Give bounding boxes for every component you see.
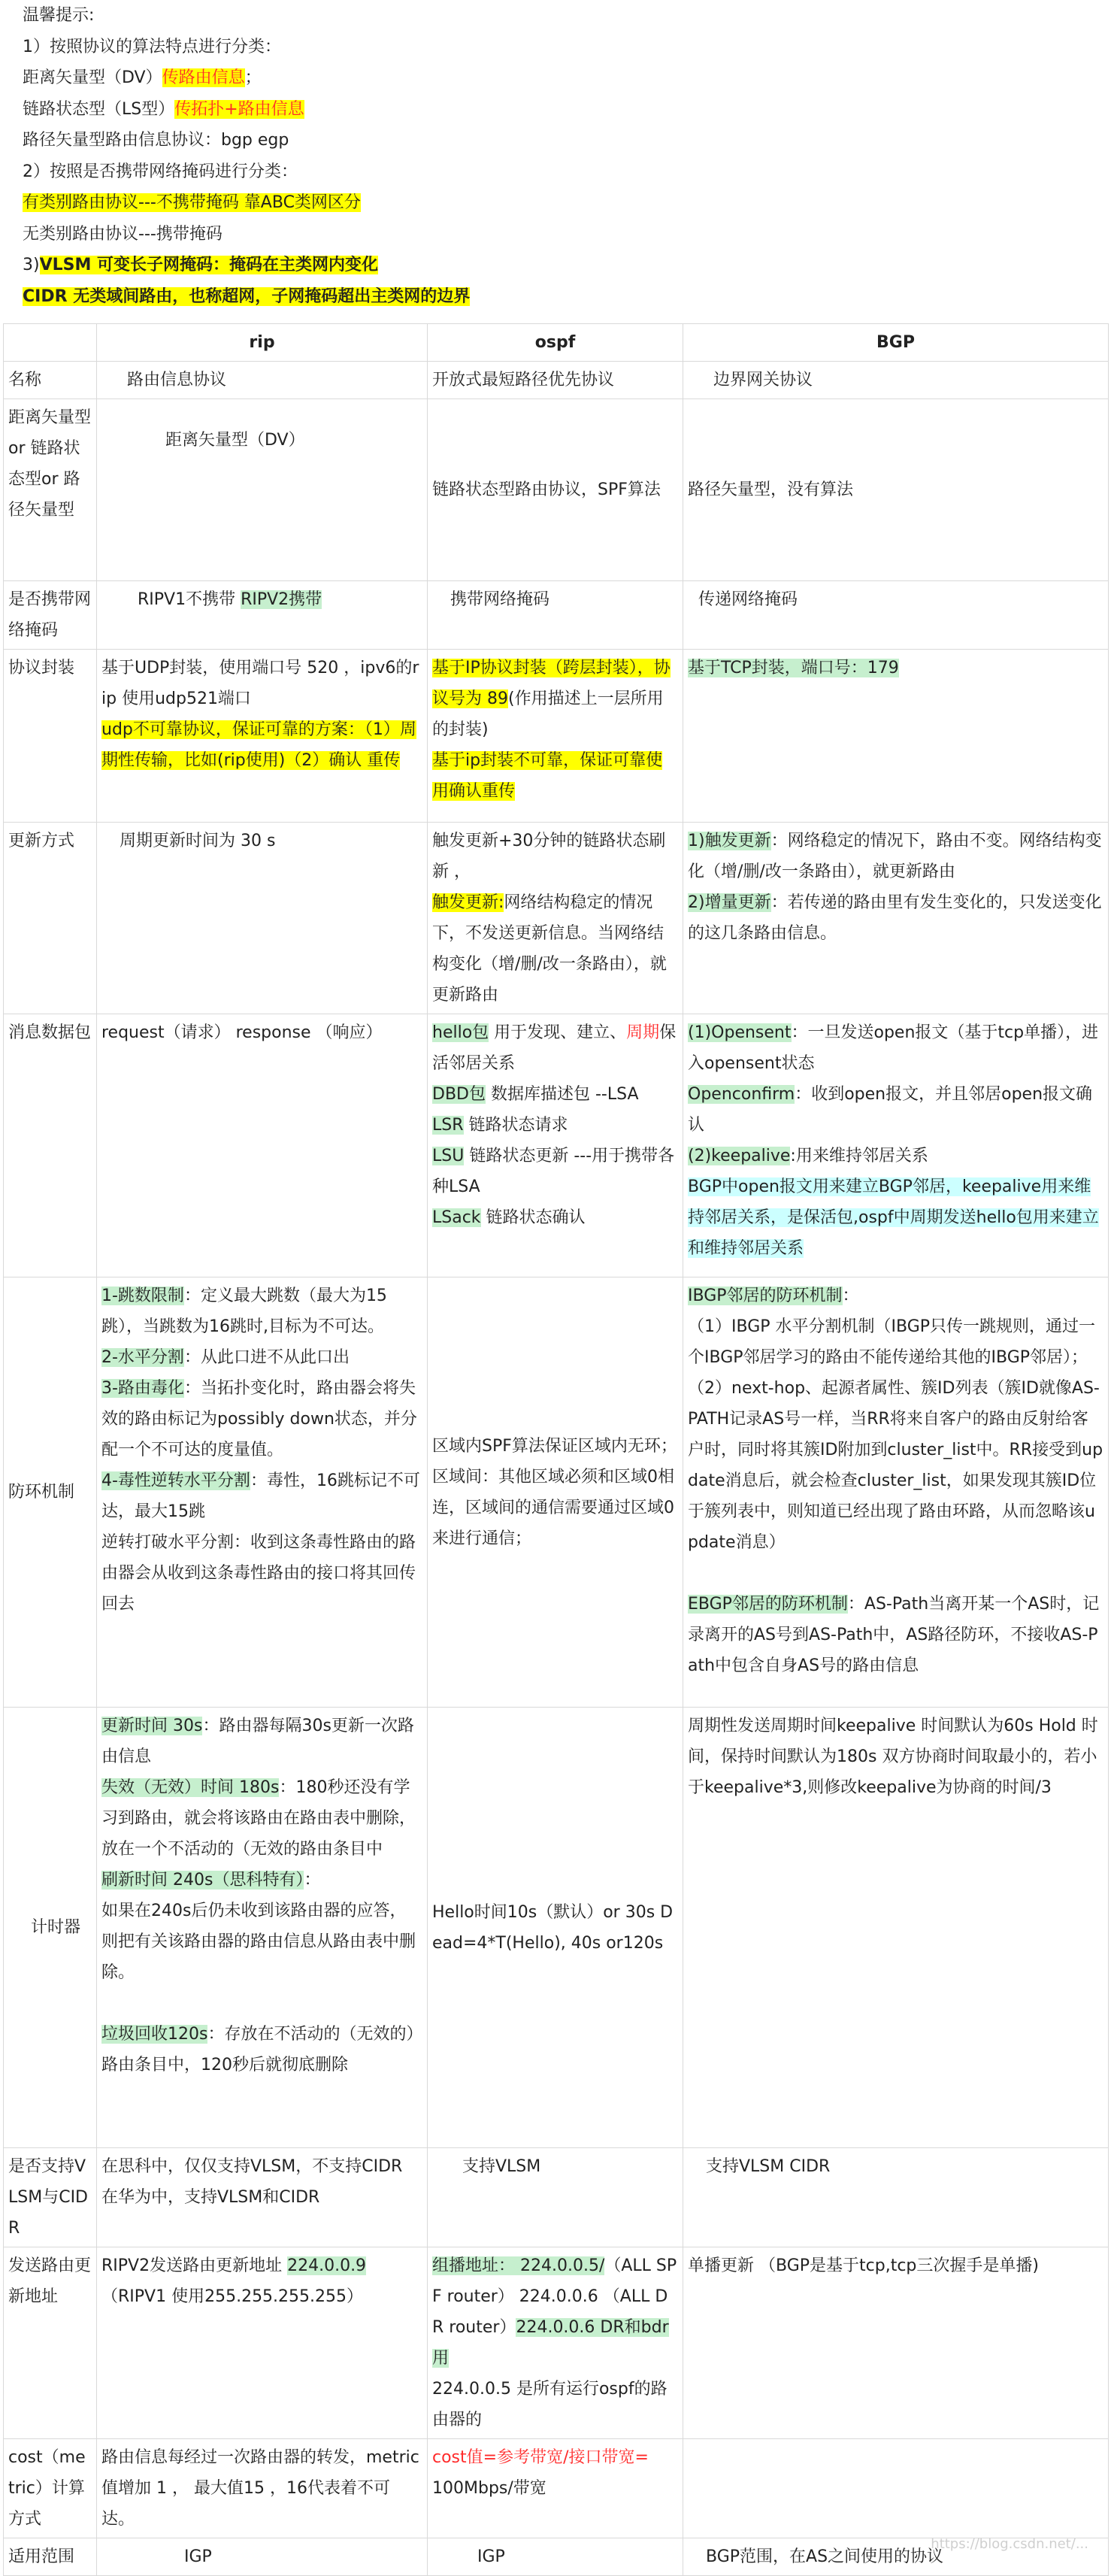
tips-vlsm: 3)VLSM 可变长子网掩码：掩码在主类网内变化 [23, 256, 379, 274]
tips-section [23, 0, 1075, 312]
ls-highlight: 传拓扑+路由信息 [174, 99, 304, 119]
tips-p2: 2）按照是否携带网络掩码进行分类： [23, 162, 298, 181]
tips-classful: 有类别路由协议---不携带掩码 靠ABC类网区分 [23, 193, 361, 212]
dv-highlight: 传路由信息 [162, 68, 245, 87]
row-type: 距离矢量型 or 链路状态型or 路径矢量型 距离矢量型（DV） 链路状态型路由协议，SPF算法 路径矢量型，没有算法 [4, 399, 1109, 581]
tips-p1: 1）按照协议的算法特点进行分类： [23, 37, 281, 56]
header-rip: rip [97, 324, 428, 362]
row-cost: cost（metric）计算方式 路由信息每经过一次路由器的转发，metric值增加 1 ， 最大值15 ，16代表着不可达。 cost值=参考带宽/接口带宽= 100Mbps/带宽 [4, 2439, 1109, 2538]
row-addr: 发送路由更新地址 RIPV2发送路由更新地址 224.0.0.9 （RIPV1 使用255.255.255.255） 组播地址： 224.0.0.5/（ALL SPF router） 224.0.0.6 （ALL DR router）224.0.0.6 DR和bdr用 224.0.0.5 是所有运行ospf的路由器的 单播更新 （BGP是基于tcp,tcp三次握手是单播) [4, 2247, 1109, 2439]
tips-pv: 路径矢量型路由信息协议：bgp egp [23, 131, 289, 150]
row-label: cost（metric）计算方式 [4, 2439, 97, 2538]
row-label: 距离矢量型 or 链路状态型or 路径矢量型 [4, 399, 97, 581]
row-update: 更新方式 周期更新时间为 30 s 触发更新+30分钟的链路状态刷新 ， 触发更新:网络结构稳定的情况下，不发送更新信息。当网络结构变化（增/删/改一条路由），就更新路由 1)触发更新：网络稳定的情况下，路由不变。网络结构变化（增/删/改一条路由），就更新路由 2)增量更新：若传递的路由里有发生变化的，只发送变化的这几条路由信息。 [4, 823, 1109, 1014]
comparison-table [3, 323, 1109, 2576]
row-mask: 是否携带网络掩码 RIPV1不携带 RIPV2携带 携带网络掩码 传递网络掩码 [4, 581, 1109, 650]
tips-ls: 链路状态型（LS型）传拓扑+路由信息 [23, 99, 304, 119]
row-packets: 消息数据包 request（请求） response （响应） hello包 用于发现、建立、周期保活邻居关系 DBD包 数据库描述包 --LSA LSR 链路状态请求 LSU 链路状态更新 ---用于携带各种LSA LSack 链路状态确认 (1)Opensent：一旦发送open报文（基于tcp单播），进入opensent状态 Openconfirm：收到open报文，并且邻居open报文确认 (2)keepalive:用来维持邻居关系 BGP中open报文用来建立BGP邻居，keepalive用来维持邻居关系，是保活包,ospf中周期发送hello包用来建立和维持邻居关系 [4, 1014, 1109, 1277]
row-scope: 适用范围 IGP IGP BGP范围，在AS之间使用的协议 [4, 2538, 1109, 2576]
header-bgp: BGP [683, 324, 1109, 362]
row-label: 是否支持VLSM与CIDR [4, 2148, 97, 2247]
watermark: https://blog.csdn.net/... [931, 2536, 1088, 2552]
tips-cidr: CIDR 无类域间路由，也称超网，子网掩码超出主类网的边界 [23, 286, 471, 306]
row-label: 名称 [4, 362, 97, 399]
row-label: 发送路由更新地址 [4, 2247, 97, 2439]
tips-classless: 无类别路由协议---携带掩码 [23, 224, 223, 244]
header-blank [4, 324, 97, 362]
row-vlsm: 是否支持VLSM与CIDR 在思科中，仅仅支持VLSM，不支持CIDR 在华为中，支持VLSM和CIDR 支持VLSM 支持VLSM CIDR [4, 2148, 1109, 2247]
row-encap: 协议封装 基于UDP封装，使用端口号 520 ，ipv6的rip 使用udp521端口 udp不可靠协议，保证可靠的方案：（1）周期性传输，比如(rip使用)（2）确认 重传 基于IP协议封装（跨层封装），协议号为 89(作用描述上一层所用的封装) 基于ip封装不可靠，保证可靠使用确认重传 基于TCP封装，端口号：179 [4, 650, 1109, 823]
header-ospf: ospf [428, 324, 683, 362]
row-loop: 防环机制 1-跳数限制：定义最大跳数（最大为15跳），当跳数为16跳时,目标为不可达。 2-水平分割：从此口进不从此口出 3-路由毒化：当拓扑变化时，路由器会将失效的路由标记为possibly down状态，并分配一个不可达的度量值。 4-毒性逆转水平分割：毒性，16跳标记不可达，最大15跳 逆转打破水平分割：收到这条毒性路由的路由器会从收到这条毒性路由的接口将其回传回去 区域内SPF算法保证区域内无环；区域间：其他区域必须和区域0相连，区域间的通信需要通过区域0来进行通信； IBGP邻居的防环机制： （1）IBGP 水平分割机制（IBGP只传一跳规则，通过一个IBGP邻居学习的路由不能传递给其他的IBGP邻居）； （2）next-hop、起源者属性、簇ID列表（簇ID就像AS-PATH记录AS号一样，当RR将来自客户的路由反射给客户时，同时将其簇ID附加到cluster_list中。RR接受到update消息后，就会检查cluster_list，如果发现其簇ID位于簇列表中，则知道已经出现了路由环路，从而忽略该update消息） EBGP邻居的防环机制：AS-Path当离开某一个AS时，记录离开的AS号到AS-Path中，AS路径防环，不接收AS-Path中包含自身AS号的路由信息 [4, 1277, 1109, 1708]
row-label: 协议封装 [4, 650, 97, 823]
tips-dv: 距离矢量型（DV）传路由信息； [23, 68, 262, 87]
row-timer: 计时器 更新时间 30s：路由器每隔30s更新一次路由信息 失效（无效）时间 180s：180秒还没有学习到路由，就会将该路由在路由表中删除，放在一个不活动的（无效的路由条目中 刷新时间 240s（思科特有）： 如果在240s后仍未收到该路由器的应答，则把有关该路由器的路由信息从路由表中删除。 垃圾回收120s：存放在不活动的（无效的）路由条目中，120秒后就彻底删除 Hello时间10s（默认）or 30s Dead=4*T(Hello), 40s or120s 周期性发送周期时间keepalive 时间默认为60s Hold 时间，保持时间默认为180s 双方协商时间取最小的，若小于keepalive*3,则修改keepalive为协商的时间/3 [4, 1708, 1109, 2148]
tips-title: 温馨提示: [23, 6, 95, 25]
row-name: 名称 路由信息协议 开放式最短路径优先协议 边界网关协议 [4, 362, 1109, 399]
row-label: 防环机制 [4, 1277, 97, 1708]
row-label: 适用范围 [4, 2538, 97, 2576]
row-label: 消息数据包 [4, 1014, 97, 1277]
header-row [4, 324, 1109, 362]
row-label: 更新方式 [4, 823, 97, 1014]
row-label: 是否携带网络掩码 [4, 581, 97, 650]
row-label: 计时器 [4, 1708, 97, 2148]
